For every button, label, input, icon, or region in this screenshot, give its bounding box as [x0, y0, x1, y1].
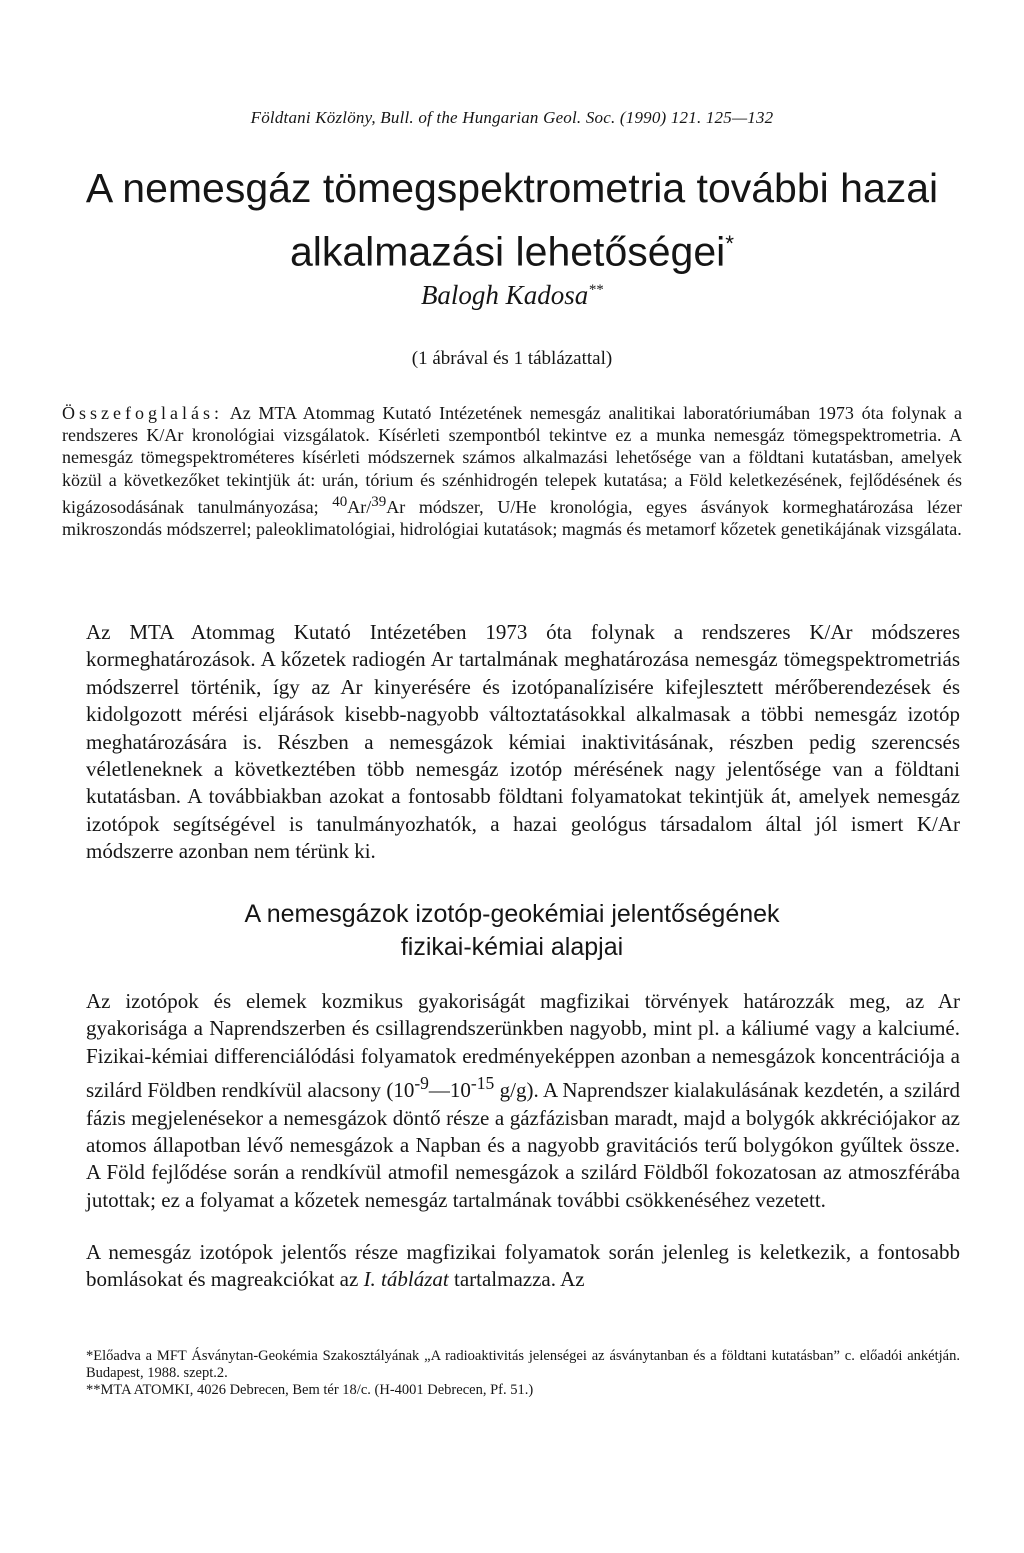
para2-dash: —10	[428, 1078, 471, 1103]
para3-text-1: A nemesgáz izotópok jelentős része magfizikai folyamatok során jelenleg is keletkezik, a fontosabb bomlásokat és magreakciókat az	[86, 1240, 960, 1292]
para3-text-2: tartalmazza. Az	[448, 1267, 585, 1292]
abstract	[62, 402, 962, 540]
exponent-2: -15	[470, 1073, 495, 1094]
footnote-2: **MTA ATOMKI, 4026 Debrecen, Bem tér 18/c. (H-4001 Debrecen, Pf. 51.)	[86, 1382, 534, 1398]
section-heading-line-2: fizikai-kémiai alapjai	[400, 933, 624, 961]
journal-citation: Földtani Közlöny, Bull. of the Hungarian Geol. Soc. (1990) 121. 125—132	[250, 108, 774, 127]
abstract-text-1: Az MTA Atommag Kutató Intézetének nemesgáz analitikai laboratóriumában 1973 óta folynak a rendszeres K/Ar kronológiai vizsgálatok. Kísérleti szempontból tekintve ez a munka nemesgáz tömegspektrometria. A nemesgáz tömegspektrométeres kísérleti módszernek számos alkalmazási lehetősége van a földtani kutatásban, amelyek közül a következőket tekintjük át: urán, tórium és szénhidrogén telepek kutatása; a Föld keletkezésének, fejlődésének és kigázosodásának tanulmányozása;	[62, 403, 962, 517]
para2-text-1: Az izotópok és elemek kozmikus gyakoriságát magfizikai törvények határozzák meg, az Ar gyakorisága a Naprendszerben és csillagrendszerünkben nagyobb, mint pl. a káliumé vagy a kalciumé. Fizikai-kémiai differenciálódási folyamatok eredményeképpen azonban a nemesgázok koncentrációja a szilárd Földben rendkívül alacsony (10	[86, 989, 960, 1103]
isotope-39: 39	[371, 493, 387, 510]
title-line-1: A nemesgáz tömegspektrometria további hazai	[85, 165, 939, 211]
title-footnote-mark: *	[725, 231, 735, 256]
figure-table-count: (1 ábrával és 1 táblázattal)	[411, 348, 613, 369]
abstract-text-2: Ar módszer, U/He kronológia, egyes ásványok kormeghatározása lézer mikroszondás módszerrel; paleoklimatológiai, hidrológiai kutatások; magmás és metamorf kőzetek genetikájának vizsgálata.	[62, 496, 962, 540]
body-paragraph-2	[86, 988, 960, 1214]
exponent-1: -9	[414, 1073, 429, 1094]
article-title	[40, 160, 984, 280]
author-name	[0, 280, 1024, 311]
para2-text-2: g/g). A Naprendszer kialakulásának kezdetén, a szilárd fázis megjelenésekor a nemesgázok döntő része a gázfázisban maradt, majd a bolygók akkréciójakor az atomos állapotban lévő nemesgázok a Napban és a nagyobb gravitációs terű bolygókon gyűltek össze. A Föld fejlődése során a rendkívül atmofil nemesgázok a szilárd Földből fokozatosan az atmoszférába jutottak; ez a folyamat a kőzetek nemesgáz tartalmának további csökkenéséhez vezetett.	[86, 1078, 960, 1212]
footnote-1: *Előadva a MFT Ásványtan-Geokémia Szakosztályának „A radioaktivitás jelenségei az ásványtanban és a földtani kutatásban” c. előadói ankétján. Budapest, 1988. szept.2.	[86, 1348, 960, 1381]
section-heading	[0, 898, 1024, 964]
abstract-lead: Összefoglalás:	[62, 403, 223, 423]
isotope-ar: Ar/	[347, 496, 372, 517]
footnotes	[86, 1348, 960, 1399]
author-footnote-mark: **	[588, 282, 604, 298]
section-heading-line-1: A nemesgázok izotóp-geokémiai jelentőségének	[244, 900, 780, 928]
table-reference: I. táblázat	[363, 1267, 449, 1292]
author-text: Balogh Kadosa	[420, 280, 589, 310]
body-paragraph-3	[86, 1239, 960, 1294]
body-paragraph-1: Az MTA Atommag Kutató Intézetében 1973 óta folynak a rendszeres K/Ar módszeres kormeghatározások. A kőzetek radiogén Ar tartalmának meghatározása nemesgáz tömegspektrometriás módszerrel történik, így az Ar kinyerésére és izotópanalízisére kifejlesztett mérőberendezések és kidolgozott mérési eljárások kisebb-nagyobb változtatásokkal alkalmasak a többi nemesgáz izotóp meghatározására is. Részben a nemesgázok kémiai inaktivitásának, részben pedig szerencsés véletleneknek a következtében több nemesgáz izotóp mérésének nagy jelentősége van a földtani kutatásban. A továbbiakban azokat a fontosabb földtani folyamatokat tekintjük át, amelyek nemesgáz izotópok segítségével is tanulmányozhatók, a hazai geológus társadalom által jól ismert K/Ar módszerre azonban nem térünk ki.	[86, 620, 960, 864]
title-line-2: alkalmazási lehetőségei	[289, 228, 726, 275]
isotope-40: 40	[332, 493, 348, 510]
